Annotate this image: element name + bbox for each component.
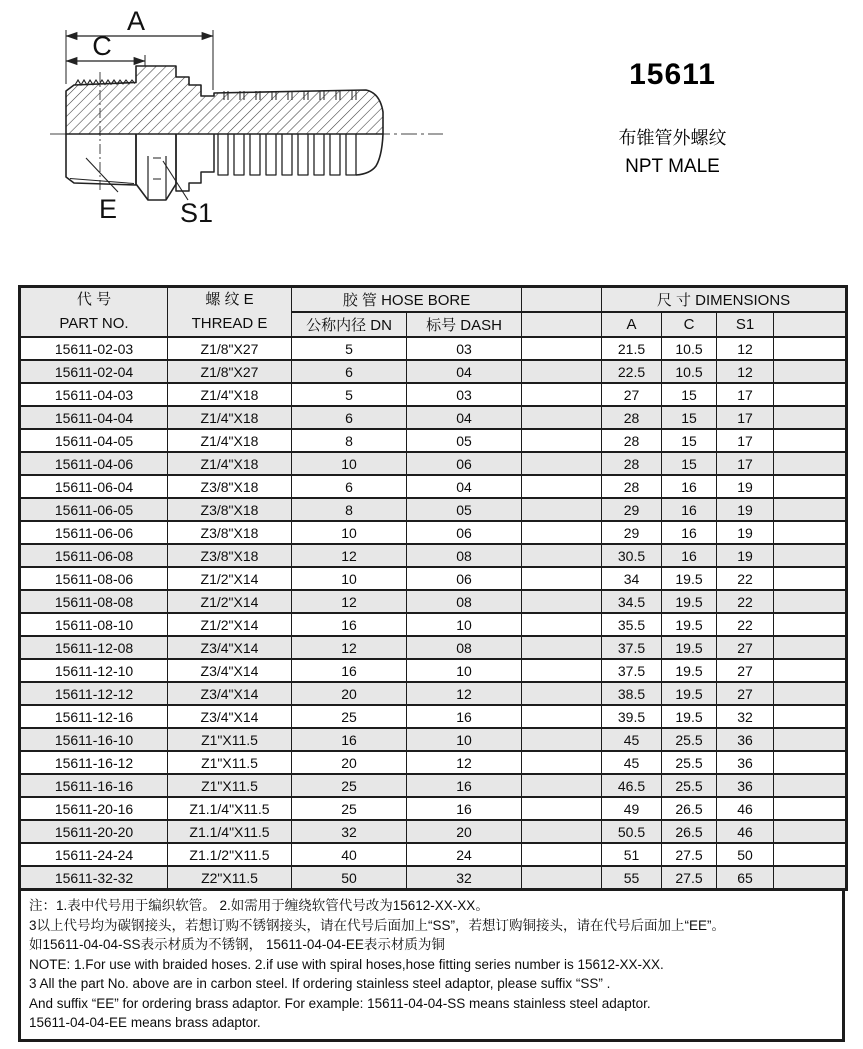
table-cell [774,406,847,429]
table-cell: 35.5 [602,613,662,636]
table-cell: 06 [407,567,522,590]
table-cell: Z3/8"X18 [168,544,292,567]
table-cell [774,866,847,890]
table-cell: 10 [407,613,522,636]
table-cell [774,774,847,797]
table-cell: Z3/8"X18 [168,475,292,498]
table-cell: 39.5 [602,705,662,728]
table-cell [774,820,847,843]
table-cell [774,337,847,360]
table-cell: 38.5 [602,682,662,705]
col-header-part-no-en: PART NO. [59,315,129,332]
table-cell: 22 [717,567,774,590]
table-cell: 25 [292,797,407,820]
table-cell [522,452,602,475]
table-cell: 10.5 [662,337,717,360]
col-header-dash: 标号 DASH [407,312,522,337]
table-cell: 15611-20-16 [20,797,168,820]
table-cell: 10 [292,521,407,544]
note-line: 3以上代号均为碳钢接头，若想订购不锈钢接头，请在代号后面加上“SS”，若想订购铜接头，请在代号后面加上“EE”。 [29,917,726,933]
table-cell: 25.5 [662,774,717,797]
table-cell: 15611-08-06 [20,567,168,590]
table-cell: 15611-06-04 [20,475,168,498]
table-cell: Z3/4"X14 [168,682,292,705]
table-cell [522,475,602,498]
table-cell [522,498,602,521]
table-cell: 29 [602,498,662,521]
col-header-hose-bore: 胶 管 HOSE BORE [292,287,522,313]
table-cell: 15611-06-05 [20,498,168,521]
table-cell: 45 [602,728,662,751]
table-cell [522,383,602,406]
header-row-1 [20,287,847,313]
table-cell: 15611-06-06 [20,521,168,544]
table-cell: 55 [602,866,662,890]
table-cell: 8 [292,429,407,452]
dim-label-e: E [98,194,118,224]
table-cell: Z1/8"X27 [168,360,292,383]
fitting-technical-drawing [28,6,452,238]
col-header-thread [168,287,292,338]
table-cell: 8 [292,498,407,521]
col-header-blank-1 [522,287,602,313]
table-cell: 15611-04-05 [20,429,168,452]
table-row [20,590,847,613]
table-cell: 34 [602,567,662,590]
table-cell: 08 [407,544,522,567]
dim-e-leader [86,158,118,192]
table-cell: 19 [717,544,774,567]
table-cell: 12 [292,544,407,567]
table-cell: 5 [292,337,407,360]
table-cell: 06 [407,452,522,475]
table-cell: 12 [717,337,774,360]
note-line: 15611-04-04-EE means brass adaptor. [29,1015,261,1030]
table-cell: 16 [662,521,717,544]
table-row [20,452,847,475]
product-code: 15611 [629,58,716,91]
table-cell: 15 [662,406,717,429]
table-cell: 10 [292,567,407,590]
col-header-thread-cn: 螺 纹 E [205,291,254,308]
table-cell: 19.5 [662,590,717,613]
dim-label-s1: S1 [180,198,214,228]
product-title-cn: 布锥管外螺纹 [618,128,727,148]
table-cell: 32 [407,866,522,890]
spec-table [18,285,848,891]
col-header-blank-2 [522,312,602,337]
table-cell [774,429,847,452]
table-cell: 46 [717,797,774,820]
table-cell: 17 [717,452,774,475]
note-line: And suffix “EE” for ordering brass adaptor. For example: 15611-04-04-SS means stainless steel adaptor. [29,995,651,1011]
table-cell: Z3/8"X18 [168,521,292,544]
table-cell: 04 [407,475,522,498]
table-cell [522,567,602,590]
table-cell: Z1/4"X18 [168,452,292,475]
table-cell [522,843,602,866]
table-cell [774,544,847,567]
table-cell: 65 [717,866,774,890]
table-cell: 27 [717,682,774,705]
col-header-dimensions: 尺 寸 DIMENSIONS [602,287,847,313]
notes-box [18,891,845,1042]
table-cell: 15 [662,452,717,475]
table-cell [774,590,847,613]
table-cell: 12 [292,636,407,659]
table-cell: 12 [717,360,774,383]
thread-exterior [66,134,136,185]
table-row [20,337,847,360]
table-cell: 46.5 [602,774,662,797]
table-cell: Z3/4"X14 [168,705,292,728]
table-cell: 28 [602,406,662,429]
table-cell [522,751,602,774]
table-cell: 27.5 [662,843,717,866]
table-cell: 37.5 [602,636,662,659]
table-body [20,337,847,890]
table-cell: Z1/2"X14 [168,567,292,590]
table-cell: 10 [407,659,522,682]
table-row [20,774,847,797]
table-cell: 22 [717,613,774,636]
table-cell [774,751,847,774]
table-cell: Z1.1/4"X11.5 [168,820,292,843]
table-row [20,751,847,774]
table-cell: 45 [602,751,662,774]
table-cell: 25 [292,705,407,728]
table-cell: 15611-02-03 [20,337,168,360]
table-cell: 05 [407,498,522,521]
table-row [20,567,847,590]
hex-nut [136,134,176,200]
table-row [20,521,847,544]
table-cell: 24 [407,843,522,866]
table-cell [522,406,602,429]
table-cell [522,820,602,843]
table-cell [522,659,602,682]
table-cell: 15611-12-10 [20,659,168,682]
table-cell: 19.5 [662,567,717,590]
table-cell: 04 [407,406,522,429]
table-cell: 19.5 [662,659,717,682]
table-cell: 20 [292,751,407,774]
table-cell: Z3/4"X14 [168,659,292,682]
table-cell: 15611-16-16 [20,774,168,797]
table-cell: 28 [602,429,662,452]
table-cell [774,728,847,751]
table-cell: 16 [662,498,717,521]
hex-chamfer-marks [153,158,161,179]
table-row [20,843,847,866]
table-cell: 19 [717,475,774,498]
table-cell: 27 [602,383,662,406]
table-cell [522,705,602,728]
table-cell: 16 [407,797,522,820]
table-cell [774,521,847,544]
table-cell [522,613,602,636]
table-cell: 28 [602,475,662,498]
table-cell: 36 [717,728,774,751]
table-cell: 15611-08-08 [20,590,168,613]
product-title-en: NPT MALE [625,156,720,177]
table-cell: 15611-32-32 [20,866,168,890]
table-cell: Z1.1/2"X11.5 [168,843,292,866]
table-cell: 15611-12-16 [20,705,168,728]
table-cell: 46 [717,820,774,843]
table-cell: 20 [407,820,522,843]
table-cell: 17 [717,383,774,406]
table-row [20,682,847,705]
table-cell [774,659,847,682]
table-cell: 34.5 [602,590,662,613]
table-cell [522,429,602,452]
table-cell [522,774,602,797]
table-cell [522,544,602,567]
table-cell [774,475,847,498]
table-cell: 21.5 [602,337,662,360]
table-cell: 36 [717,774,774,797]
table-cell: 40 [292,843,407,866]
col-header-part-no-cn: 代 号 [76,291,112,308]
table-cell: Z1/2"X14 [168,613,292,636]
note-line: NOTE: 1.For use with braided hoses. 2.if use with spiral hoses,hose fitting series number is 15612-XX-XX. [29,956,664,972]
table-row [20,636,847,659]
col-header-a: A [602,312,662,337]
table-cell: 15611-20-20 [20,820,168,843]
table-cell: Z3/8"X18 [168,498,292,521]
table-cell: 08 [407,590,522,613]
table-cell [774,682,847,705]
table-cell: 17 [717,429,774,452]
table-cell: 19.5 [662,613,717,636]
table-cell: 06 [407,521,522,544]
table-cell [774,636,847,659]
table-cell: 50 [292,866,407,890]
table-row [20,544,847,567]
table-cell: 15611-16-12 [20,751,168,774]
dim-label-a: A [126,6,146,36]
col-header-c: C [662,312,717,337]
table-cell: 50.5 [602,820,662,843]
table-cell: 15611-04-06 [20,452,168,475]
table-cell: 15611-04-04 [20,406,168,429]
spec-sheet [18,285,845,1042]
col-header-blank-3 [774,312,847,337]
table-cell [774,360,847,383]
table-cell: 19.5 [662,636,717,659]
table-cell [774,613,847,636]
table-cell: 05 [407,429,522,452]
table-cell: 16 [407,774,522,797]
table-cell: 32 [717,705,774,728]
hex-face-edges [148,156,166,200]
table-cell [522,360,602,383]
title-block [570,58,775,178]
table-cell [522,521,602,544]
table-row [20,866,847,890]
table-cell: 15611-24-24 [20,843,168,866]
table-cell: Z1/4"X18 [168,406,292,429]
table-cell: 19 [717,498,774,521]
table-cell: 03 [407,337,522,360]
table-cell: 51 [602,843,662,866]
table-cell: Z1/2"X14 [168,590,292,613]
table-cell: 16 [292,728,407,751]
table-cell: 19 [717,521,774,544]
table-cell: 27.5 [662,866,717,890]
barb-ribs [218,134,356,175]
table-cell: Z1"X11.5 [168,728,292,751]
table-cell: 26.5 [662,797,717,820]
table-cell: 29 [602,521,662,544]
table-cell: 28 [602,452,662,475]
table-row [20,705,847,728]
table-cell: 32 [292,820,407,843]
table-cell: 25 [292,774,407,797]
note-line: 注：1.表中代号用于编织软管。 2.如需用于缠绕软管代号改为15612-XX-XX。 [29,898,489,913]
table-cell: 03 [407,383,522,406]
table-cell: 22 [717,590,774,613]
table-cell [522,590,602,613]
table-cell: 15611-06-08 [20,544,168,567]
table-cell: 20 [292,682,407,705]
table-cell [522,636,602,659]
table-cell [774,498,847,521]
table-cell: 12 [407,751,522,774]
table-row [20,429,847,452]
col-header-part-no [20,287,168,338]
table-cell: 6 [292,406,407,429]
table-cell: Z1/8"X27 [168,337,292,360]
dim-label-c: C [92,31,112,61]
table-cell: 27 [717,659,774,682]
table-cell: Z1"X11.5 [168,774,292,797]
table-row [20,820,847,843]
table-cell: 16 [662,475,717,498]
table-cell [522,337,602,360]
collar-steps [176,134,214,191]
table-cell: 36 [717,751,774,774]
table-cell: 19.5 [662,682,717,705]
table-cell: 15611-08-10 [20,613,168,636]
table-cell: 15611-02-04 [20,360,168,383]
table-cell: 37.5 [602,659,662,682]
table-cell: Z2"X11.5 [168,866,292,890]
table-cell: 5 [292,383,407,406]
note-line: 如15611-04-04-SS表示材质为不锈钢， 15611-04-04-EE表示材质为铜 [29,937,445,952]
table-row [20,383,847,406]
table-cell: 15 [662,429,717,452]
table-cell: 15611-04-03 [20,383,168,406]
table-cell: 16 [292,613,407,636]
table-row [20,498,847,521]
table-cell: 16 [292,659,407,682]
table-cell: Z1/4"X18 [168,429,292,452]
table-cell [774,383,847,406]
table-cell: 50 [717,843,774,866]
table-cell: 04 [407,360,522,383]
table-cell [774,567,847,590]
tail-cap-lower [356,134,383,175]
table-row [20,613,847,636]
table-cell: 08 [407,636,522,659]
note-line: 3 All the part No. above are in carbon steel. If ordering stainless steel adaptor, please suffix “SS” . [29,976,611,991]
table-cell [522,866,602,890]
table-row [20,360,847,383]
table-cell [774,797,847,820]
table-cell: 6 [292,360,407,383]
table-row [20,475,847,498]
table-cell [522,682,602,705]
table-cell: 15611-12-12 [20,682,168,705]
table-cell: 22.5 [602,360,662,383]
table-cell [522,797,602,820]
table-cell: Z1"X11.5 [168,751,292,774]
table-cell: 12 [292,590,407,613]
table-cell: 15611-12-08 [20,636,168,659]
table-cell: 16 [662,544,717,567]
col-header-dn: 公称内径 DN [292,312,407,337]
table-cell: 10 [407,728,522,751]
table-cell: 26.5 [662,820,717,843]
table-cell: 6 [292,475,407,498]
table-cell: 10 [292,452,407,475]
table-cell: 27 [717,636,774,659]
col-header-s1: S1 [717,312,774,337]
col-header-thread-en: THREAD E [191,315,268,332]
table-row [20,728,847,751]
table-cell: 17 [717,406,774,429]
table-cell: 12 [407,682,522,705]
table-cell [774,705,847,728]
table-cell [522,728,602,751]
table-cell: 10.5 [662,360,717,383]
table-cell: Z3/4"X14 [168,636,292,659]
table-cell: 19.5 [662,705,717,728]
table-cell [774,452,847,475]
table-cell [774,843,847,866]
table-row [20,659,847,682]
table-cell: 15 [662,383,717,406]
table-cell: 16 [407,705,522,728]
table-cell: Z1.1/4"X11.5 [168,797,292,820]
table-cell: 49 [602,797,662,820]
table-row [20,406,847,429]
table-cell: 30.5 [602,544,662,567]
table-cell: 15611-16-10 [20,728,168,751]
table-cell: 25.5 [662,728,717,751]
table-cell: 25.5 [662,751,717,774]
table-row [20,797,847,820]
table-cell: Z1/4"X18 [168,383,292,406]
